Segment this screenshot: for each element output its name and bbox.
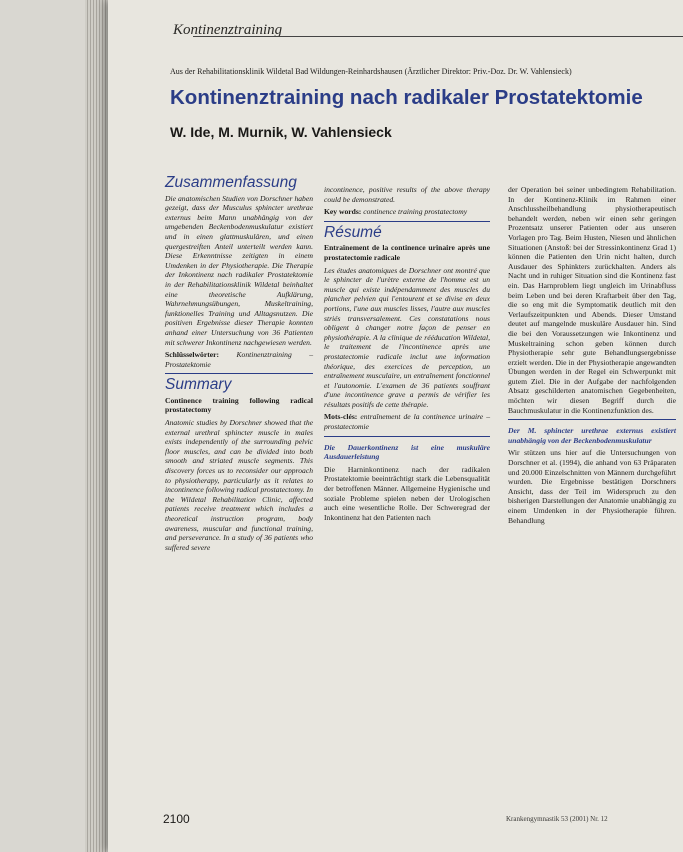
authors: W. Ide, M. Murnik, W. Vahlensieck: [170, 124, 392, 140]
header-rule: [193, 36, 683, 37]
key-words-text: continence training prostatectomy: [363, 207, 468, 217]
keywords-text: Kontinenztraining – Prostatektomie: [165, 350, 313, 369]
column-1: [165, 174, 313, 555]
key-words-label: Key words:: [324, 207, 362, 217]
mots-cles-text: entraînement de la continence urinaire – prostatectomie: [324, 412, 490, 432]
column-2: [324, 185, 490, 525]
summary-continued: incontinence, positive results of the above therapy could be demonstrated.: [324, 185, 490, 204]
section-heading-dauerkontinenz: Die Dauerkontinenz ist eine muskuläre Ausdauerleistung: [324, 442, 490, 462]
article-title: Kontinenztraining nach radikaler Prostatektomie: [170, 86, 643, 109]
zusammenfassung-heading: Zusammenfassung: [165, 174, 297, 191]
divider: [165, 373, 313, 374]
mots-cles-label: Mots-clés:: [324, 412, 358, 422]
resume-heading: Résumé: [324, 223, 382, 241]
document-page: [108, 0, 683, 852]
divider: [324, 436, 490, 437]
summary-text: Anatomic studies by Dorschner showed that the external urethral sphincter muscle in males exists independently of the surrounding pelvic floor muscles, and can be divided into both smooth and striated muscle segments. This discovery forces us to reconsider our approach to physiotherapy, particularly as it relates to incontinence following radical prostatectomy. In the Wildetal Rehabilitation Clinic, affected patients receive treatment which includes a theoretical instruction program, body awareness, muscular and functional training, and perseverance. In a study of 36 patients who suffered severe: [165, 418, 313, 552]
summary-heading: Summary: [165, 376, 232, 394]
body-text-1: der Operation bei seiner unbedingtem Rehabilitation. In der Kontinenz-Klinik im Rahmen einer Anschlussheilbehandlung physiotherapeutisch behandelt werden, neben wir einen sehr geringen Prozentsatz unserer Patienten oder aus unseren Vorlagen pro Tag. Beim Husten, Niesen und ähnlichen Situationen (Anstoß: bei der Stressinkontinenz Grad 1) können die Patienten den Urin nicht halten, durch Ausdauer des Sphinkters zurückhalten. Anders als Nacht und in ruhiger Situation sind die Kontinenz fast ein. Das Harnproblem liegt ungleich im Urinabfluss beim Leben und bei deren Kraftarbeit über den Tag, die so eng mit die Symptomatik deutlich mit den Verlaufszeitpunkten und Abends. Dieser Umstand deutet auf mangelnde muskuläre Ausdauer hin. Sind die bei den Voraussetzungen wie Inkontinenz und Muskeltraining schon geben können durch Physiotherapie sehr gute Behandlungsergebnisse erzielt werden. Die in der Physiotherapie angewandten Übungen werden in der Regel ein Schwerpunkt mit gutem Ziel. Die in der Aufgabe der nachfolgenden Absatz geschilderten anatomischen Gegebenheiten, möchten wir diesen Begriff durch die Bauchmuskulatur in die Kontinenzfunktion des.: [508, 185, 676, 415]
section-heading-sphincter: Der M. sphincter urethrae externus existiert unabhängig von der Beckenbodenmuskulatur: [508, 426, 676, 445]
running-title: Kontinenztraining: [173, 22, 283, 38]
summary-subtitle: Continence training following radical prostatectomy: [165, 395, 313, 415]
column-3: [508, 185, 676, 528]
keywords-label: Schlüsselwörter:: [165, 350, 219, 360]
zusammenfassung-text: Die anatomischen Studien von Dorschner haben gezeigt, dass der Musculus sphincter urethrae externus beim Mann unabhängig von der umgebenden Beckenbodenmuskulatur existiert und in einen glattmuskulären, und einen quergestreiften Anteil unterteilt werden kann. Diese Erkenntnisse zeitigten in einem Umdenken in der Physiotherapie. Die Therapie der Inkontinenz nach radikaler Prostatektomie in der Rehabilitationsklinik Wildetal beinhaltet eine theoretische Aufklärung, Wahrnehmungsübungen, Muskeltraining, funktionelles Training und Alltagsnutzen. Die positiven Ergebnisse dieser Therapie konnten anhand einer Untersuchung von 36 Patienten mit schwerer Inkontinenz nachgewiesen werden.: [165, 193, 313, 347]
divider: [508, 419, 676, 420]
affiliation: Aus der Rehabilitationsklinik Wildetal Bad Wildungen-Reinhardshausen (Ärztlicher Direktor: Priv.-Doz. Dr. W. Vahlensieck): [170, 67, 572, 76]
page-number: 2100: [163, 812, 190, 826]
divider: [324, 221, 490, 222]
section-text-dauerkontinenz: Die Harninkontinenz nach der radikalen Prostatektomie beeinträchtigt stark die Lebensqualität der betroffenen Männer. Allgemeine Hygienische und soziale Probleme spielen neben der Urologischen auch eine wesentliche Rolle. Der Schweregrad der Inkontinenz hat den Patienten nach: [324, 464, 490, 522]
resume-text: Les études anatomiques de Dorschner ont montré que le sphincter de l'urètre externe de l'homme est un muscle qui existe indépendamment des muscles du plancher pelvien qui l'entourent et se divise en deux portions, l'une aux muscles lisses, l'autre aux muscles striés transversalement. Ces constatations nous obligent à changer notre façon de penser en physiothérapie. A la clinique de rééducation Wildetal, le traitement de l'incontinence après une prostatectomie radicale inclut une information théorique, des exercices de perception, un entraînement musculaire, un entraînement fonctionnel et l'autonomie. L'examen de 36 patients souffrant d'une incontinence grave a permis de vérifier les résultats positifs de cette thérapie.: [324, 265, 490, 409]
resume-subtitle: Entraînement de la continence urinaire après une prostatectomie radicale: [324, 243, 490, 262]
body-text-2: Wir stützen uns hier auf die Untersuchungen von Dorschner et al. (1994), die anhand von 63 Präparaten und 20.000 Einzelschnitten von Männern durchgeführt wurden. Die Ergebnisse bestätigen Dorschners Ansicht, dass der Teil im Widerspruch zu den bisherigen Darstellungen der Anatomie unabhängig zu einem Umdenken in der Physiotherapie führen. Behandlung: [508, 448, 676, 525]
journal-footer: Krankengymnastik 53 (2001) Nr. 12: [506, 815, 608, 823]
